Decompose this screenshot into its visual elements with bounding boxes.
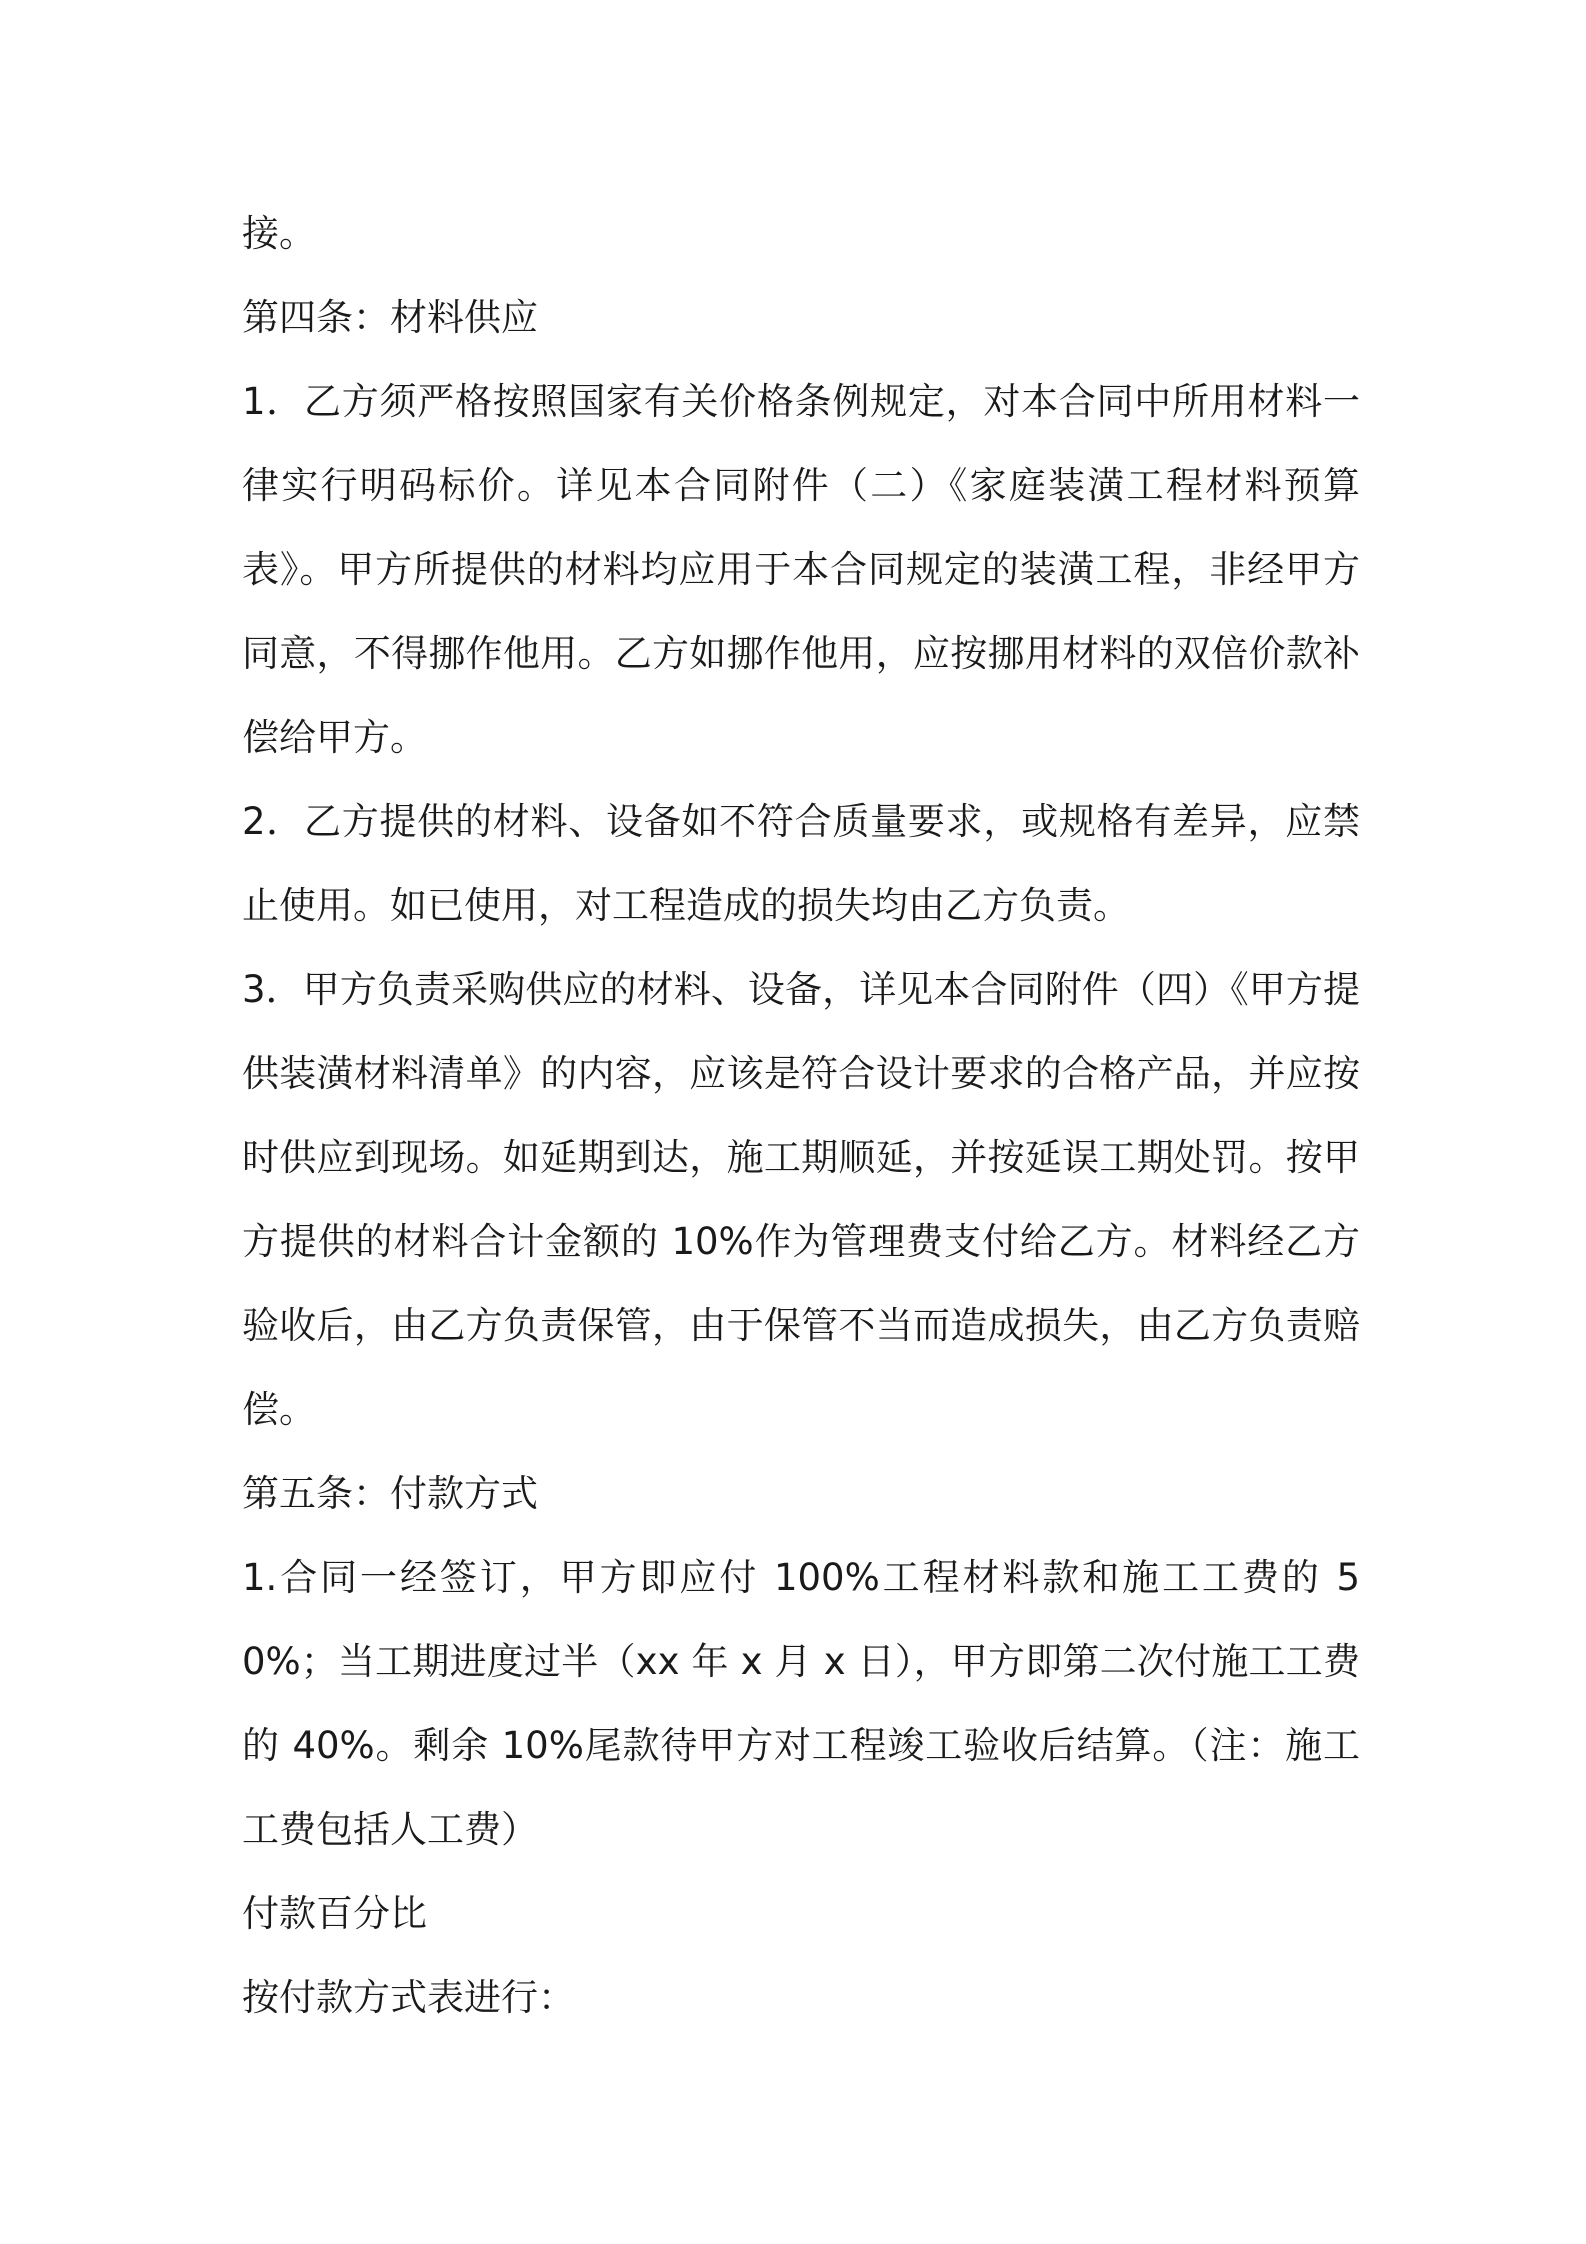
article-4-clause-1: 1．乙方须严格按照国家有关价格条例规定，对本合同中所用材料一律实行明码标价。详见本合同附件（二）《家庭装潢工程材料预算表》。甲方所提供的材料均应用于本合同规定的装潢工程，非经甲方同意，不得挪作他用。乙方如挪作他用，应按挪用材料的双倍价款补偿给甲方。 bbox=[242, 380, 1360, 759]
article-5-clause-1: 1.合同一经签订，甲方即应付 100%工程材料款和施工工费的 50%；当工期进度过半（xx 年 x 月 x 日），甲方即第二次付施工工费的 40%。剩余 10%尾款待甲方对工程竣工验收后结算。（注：施工工费包括人工费） bbox=[242, 1556, 1360, 1851]
article-4-heading: 第四条：材料供应 bbox=[242, 296, 538, 339]
payment-percentage-heading: 付款百分比 bbox=[242, 1892, 427, 1935]
article-5-heading: 第五条：付款方式 bbox=[242, 1472, 538, 1515]
article-4-clause-2: 2．乙方提供的材料、设备如不符合质量要求，或规格有差异，应禁止使用。如已使用，对工程造成的损失均由乙方负责。 bbox=[242, 800, 1360, 927]
paragraph-continuation: 接。 bbox=[242, 212, 316, 255]
document-body bbox=[242, 192, 1360, 2040]
article-4-clause-3: 3．甲方负责采购供应的材料、设备，详见本合同附件（四）《甲方提供装潢材料清单》的内容，应该是符合设计要求的合格产品，并应按时供应到现场。如延期到达，施工期顺延，并按延误工期处罚。按甲方提供的材料合计金额的 10%作为管理费支付给乙方。材料经乙方验收后，由乙方负责保管，由于保管不当而造成损失，由乙方负责赔偿。 bbox=[242, 968, 1360, 1431]
payment-table-note: 按付款方式表进行： bbox=[242, 1976, 575, 2019]
